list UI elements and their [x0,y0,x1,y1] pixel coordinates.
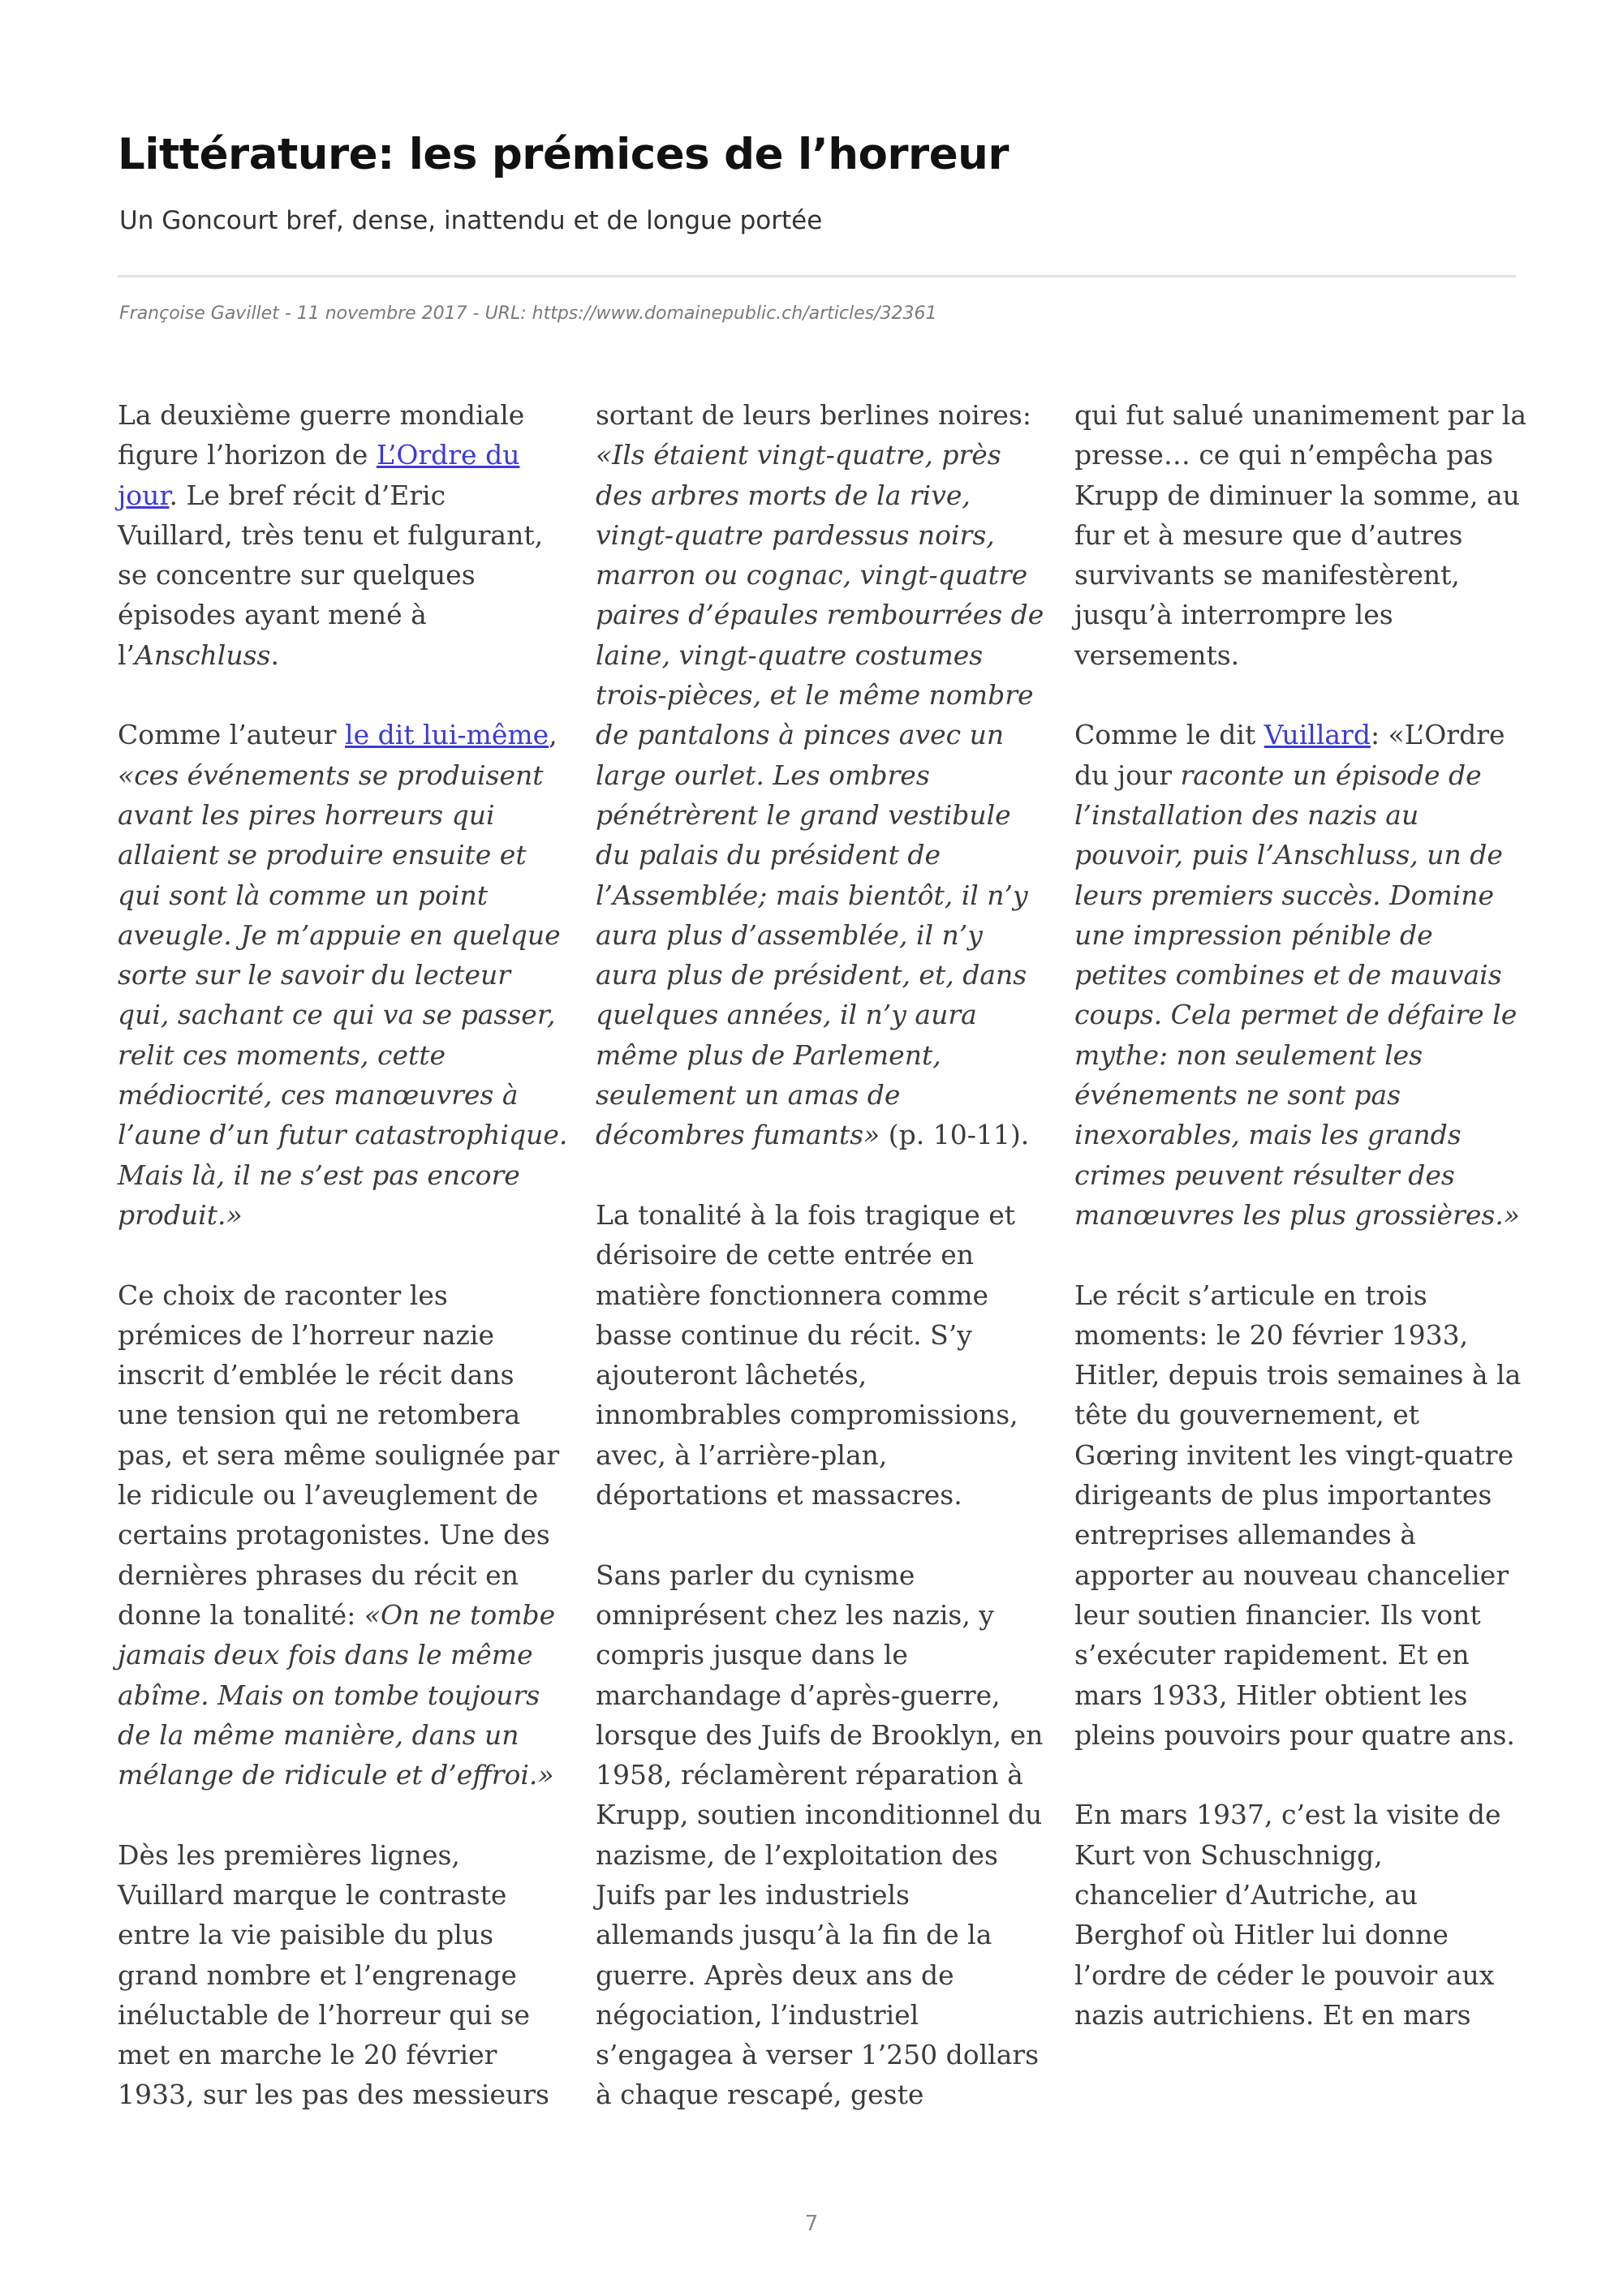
italic-run: Anschluss [135,638,271,671]
text-run: La deuxième guerre mondiale figure l’horizon de [118,399,525,471]
text-run: (p. 10-11). [880,1119,1030,1151]
article-subtitle: Un Goncourt bref, dense, inattendu et de longue portée [119,206,823,235]
text-column-3 [1074,395,1529,2075]
vuillard-link[interactable]: Vuillard [1264,719,1371,751]
header-divider [118,275,1516,277]
paragraph: Sans parler du cynisme omniprésent chez les nazis, y compris jusque dans le marchandage d’après-guerre, lorsque des Juifs de Brooklyn, en 1958, réclamèrent réparation à Krupp, soutien inconditionnel du nazisme, de l’exploitation des Juifs par les industriels allemands jusqu’à la fin de la guerre. Après deux ans de négociation, l’industriel s’engagea à verser 1’250 dollars à chaque rescapé, geste [596,1559,1044,2111]
quote-italic: «On ne tombe jamais deux fois dans le même abîme. Mais on tombe toujours de la même manière, dans un mélange de ridicule et d’effroi.» [118,1598,556,1791]
page-number: 7 [804,2212,819,2236]
paragraph: qui fut salué unanimement par la presse… ce qui n’empêcha pas Krupp de diminuer la somme, au fur et à mesure que d’autres survivants se manifestèrent, jusqu’à interrompre les versements. [1074,399,1527,671]
text-run: Comme l’auteur [118,719,346,751]
text-run: Comme le dit [1074,719,1264,751]
paragraph: Dès les premières lignes, Vuillard marque le contraste entre la vie paisible du plus grand nombre et l’engrenage inéluctable de l’horreur qui se met en marche le 20 février 1933, sur les pas des messieurs [118,1838,549,2111]
ordre-du-jour-link[interactable]: L’Ordre du jour [118,439,520,511]
author-interview-link[interactable]: le dit lui-même [345,719,549,751]
paragraph [118,715,568,1235]
text-column-2 [596,395,1046,2155]
text-run: sortant de leurs berlines noires: [596,399,1031,431]
quote-italic: «ces événements se produisent avant les pires horreurs qui allaient se produire ensuite et qui sont là comme un point aveugle. Je m’appuie en quelque sorte sur le savoir du lecteur qui, sachant ce qui va se passer, relit ces moments, cette médiocrité, ces manœuvres à l’aune d’un futur catastrophique. Mais là, il ne s’est pas encore produit.» [118,759,568,1231]
text-run: Ce choix de raconter les prémices de l’horreur nazie inscrit d’emblée le récit dans une tension qui ne retombera pas, et sera même soulignée par le ridicule ou l’aveuglement de certains protagonistes. Une des dernières phrases du récit en donne la tonalité: [118,1279,560,1631]
paragraph [596,395,1046,1155]
paragraph [118,1275,568,1795]
paragraph: La tonalité à la fois tragique et dérisoire de cette entrée en matière fonctionnera comme basse continue du récit. S’y ajouteront lâchetés, innombrables compromissions, avec, à l’arrière-plan, déportations et massacres. [596,1198,1018,1511]
text-run: . [270,638,279,671]
paragraph: En mars 1937, c’est la visite de Kurt von Schuschnigg, chancelier d’Autriche, au Berghof où Hitler lui donne l’ordre de céder le pouvoir aux nazis autrichiens. Et en mars [1074,1799,1501,2031]
text-column-1 [118,395,568,2155]
article-meta: Françoise Gavillet - 11 novembre 2017 - URL: https://www.domainepublic.ch/articles/32361 [119,303,937,324]
quote-italic: «Ils étaient vingt-quatre, près des arbres morts de la rive, vingt-quatre pardessus noirs, marron ou cognac, vingt-quatre paires d’épaules rembourrées de laine, vingt-quatre costumes trois-pièces, et le même nombre de pantalons à pinces avec un large ourlet. Les ombres pénétrèrent le grand vestibule du palais du président de l’Assemblée; mais bientôt, il n’y aura plus d’assemblée, il n’y aura plus de président, et, dans quelques années, il n’y aura même plus de Parlement, seulement un amas de décombres fumants» [596,439,1044,1151]
article-title: Littérature: les prémices de l’horreur [118,130,1010,179]
paragraph: Le récit s’articule en trois moments: le 20 février 1933, Hitler, depuis trois semaines à la tête du gouvernement, et Gœring invitent les vingt-quatre dirigeants de plus importantes entreprises allemandes à apporter au nouveau chancelier leur soutien financier. Ils vont s’exécuter rapidement. Et en mars 1933, Hitler obtient les pleins pouvoirs pour quatre ans. [1074,1279,1522,1751]
quote-italic: raconte un épisode de l’installation des nazis au pouvoir, puis l’Anschluss, un de leurs premiers succès. Domine une impression pénible de petites combines et de mauvais coups. Cela permet de défaire le mythe: non seulement les événements ne sont pas inexorables, mais les grands crimes peuvent résulter des manœuvres les plus grossières.» [1074,759,1520,1231]
paragraph [118,395,568,675]
text-run: , [549,719,558,751]
text-run: . Le bref récit d’Eric Vuillard, très tenu et fulgurant, se concentre sur quelques épisodes ayant mené à l’ [118,479,544,671]
paragraph [1074,715,1529,1235]
text-run: : «L’Ordre du jour [1074,719,1505,791]
